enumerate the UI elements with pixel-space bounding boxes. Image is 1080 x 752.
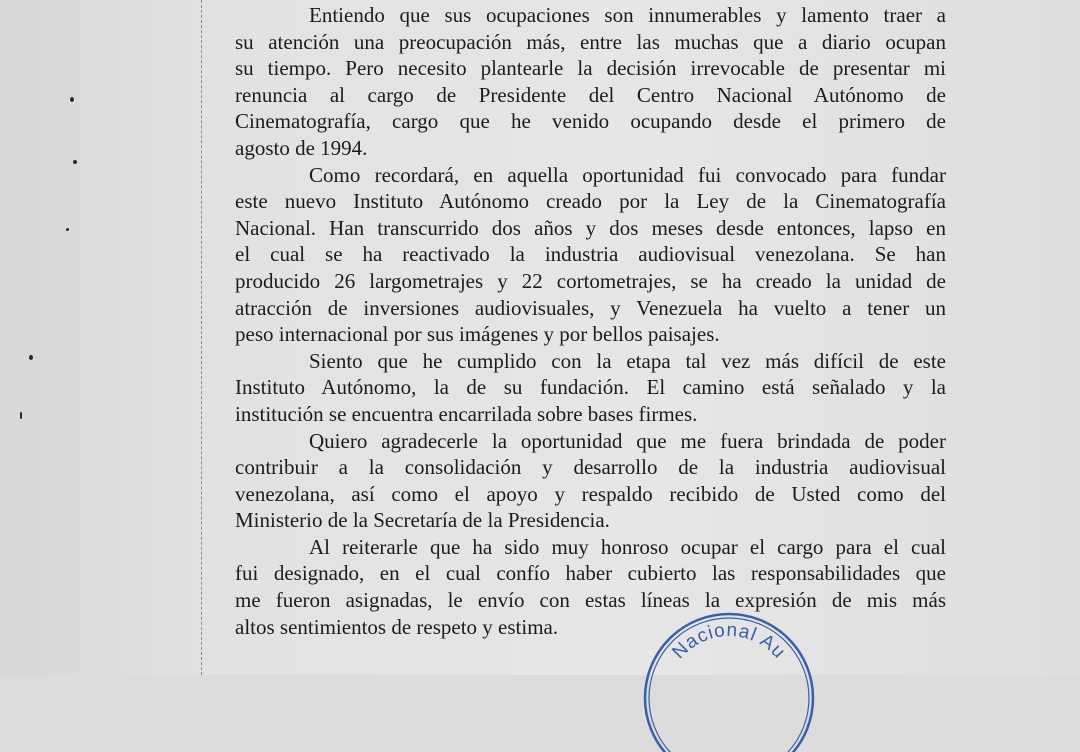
letter-line: Quiero agradecerle la oportunidad que me fuera brindada de poder (309, 428, 946, 453)
institution-seal (629, 612, 829, 752)
letter-line: Cinematografía, cargo que he venido ocupando desde el primero de (235, 109, 946, 134)
letter-body (235, 2, 946, 640)
letter-line: Entiendo que sus ocupaciones son innumerables y lamento traer a (309, 3, 946, 27)
seal-text: Nacional Au (668, 619, 790, 664)
letter-line: me fueron asignadas, le envío con estas líneas la expresión de mis más (235, 588, 946, 613)
letter-line: Como recordará, en aquella oportunidad fui convocado para fundar (309, 162, 946, 187)
letter-line: altos sentimientos de respeto y estima. (235, 614, 559, 639)
margin-fold-line (201, 0, 202, 675)
letter-line: Nacional. Han transcurrido dos años y dos meses desde entonces, lapso en (235, 215, 946, 240)
scan-speck (73, 160, 77, 164)
letter-line: Siento que he cumplido con la etapa tal vez más difícil de este (309, 348, 946, 373)
letter-line: renuncia al cargo de Presidente del Centro Nacional Autónomo de (235, 82, 946, 107)
letter-line: este nuevo Instituto Autónomo creado por la Ley de la Cinematografía (235, 189, 946, 214)
letter-line: venezolana, así como el apoyo y respaldo recibido de Usted como del (235, 481, 946, 506)
letter-line: atracción de inversiones audiovisuales, y Venezuela ha vuelto a tener un (235, 295, 946, 320)
letter-line: producido 26 largometrajes y 22 cortometrajes, se ha creado la unidad de (235, 268, 946, 293)
scan-speck (66, 228, 69, 231)
letter-line: Instituto Autónomo, la de su fundación. El camino está señalado y la (235, 375, 946, 400)
letter-line: su tiempo. Pero necesito plantearle la decisión irrevocable de presentar mi (235, 56, 946, 81)
letter-line: el cual se ha reactivado la industria audiovisual venezolana. Se han (235, 242, 946, 267)
scan-speck (29, 355, 33, 360)
letter-line: peso internacional por sus imágenes y por bellos paisajes. (235, 322, 720, 347)
letter-line: contribuir a la consolidación y desarrollo de la industria audiovisual (235, 455, 946, 480)
scan-speck (70, 97, 74, 102)
letter-line: Al reiterarle que ha sido muy honroso ocupar el cargo para el cual (309, 534, 946, 559)
letter-line: Ministerio de la Secretaría de la Presidencia. (235, 508, 610, 533)
letter-line: fui designado, en el cual confío haber cubierto las responsabilidades que (235, 561, 946, 586)
letter-line: agosto de 1994. (235, 135, 368, 160)
letter-line: institución se encuentra encarrilada sobre bases firmes. (235, 401, 698, 426)
scan-speck (20, 412, 22, 419)
letter-line: su atención una preocupación más, entre las muchas que a diario ocupan (235, 29, 946, 54)
